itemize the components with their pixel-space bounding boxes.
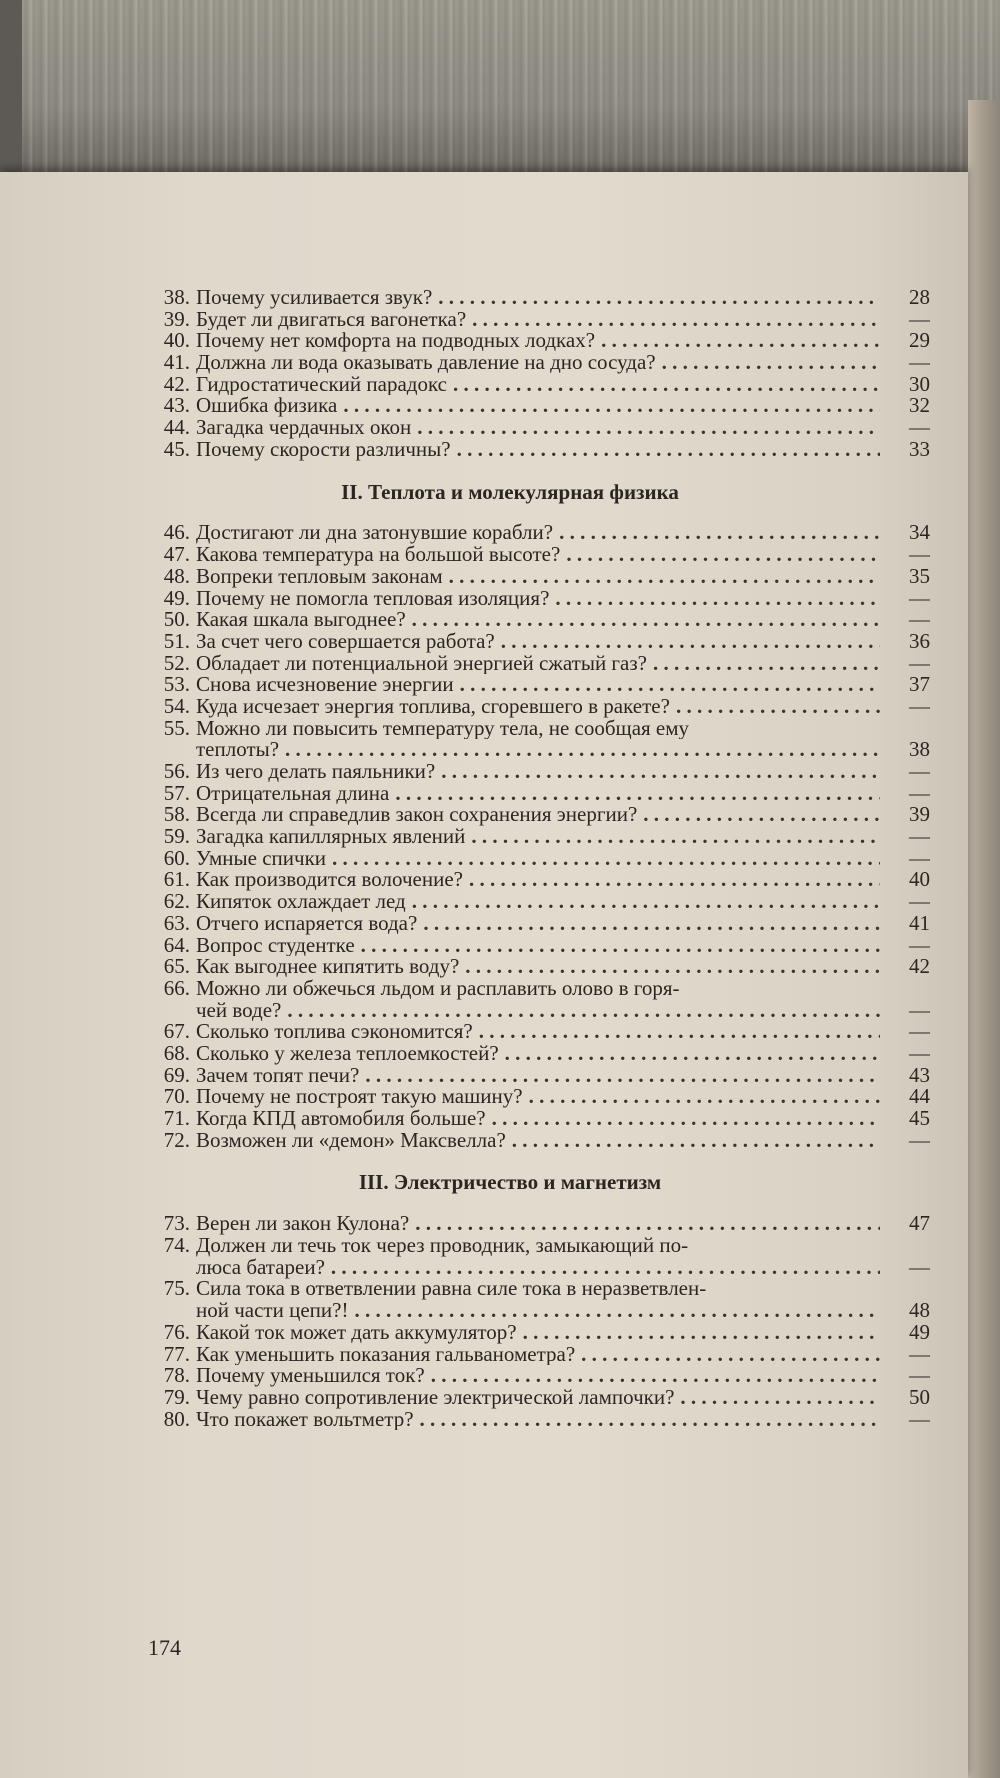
entry-title: Отчего испаряется вода? [196, 912, 418, 935]
entry-title: Какая шкала выгоднее? [196, 609, 406, 631]
entry-title: Чему равно сопротивление электрической лампочки? [196, 1386, 675, 1409]
toc-entry [150, 1235, 930, 1257]
entry-title: Как производится волочение? [196, 869, 463, 892]
entry-page-number: 39 [909, 804, 930, 827]
entry-number: 52. [163, 652, 190, 675]
leader-dots [559, 523, 880, 545]
entry-page-number: — [909, 761, 930, 783]
entry-title: Из чего делать паяльники? [196, 761, 436, 783]
entry-page-number: 34 [909, 522, 930, 545]
entry-page-number: 47 [909, 1213, 930, 1236]
entry-page-number: — [909, 1129, 930, 1152]
entry-number: 73. [163, 1213, 190, 1236]
entry-title: Почему не помогла тепловая изоляция? [196, 587, 550, 610]
entry-number: 55. [163, 717, 190, 740]
toc-entry [150, 761, 930, 783]
entry-number: 65. [163, 956, 190, 978]
entry-number: 58. [163, 804, 190, 827]
entry-page-number: 49 [909, 1321, 930, 1344]
entry-number: 68. [163, 1043, 190, 1065]
entry-number: 64. [163, 934, 190, 957]
toc-entry [150, 935, 930, 957]
entry-title: За счет чего совершается работа? [196, 630, 495, 653]
entry-page-number: 33 [909, 438, 930, 461]
entry-page-number: — [909, 308, 930, 331]
leader-dots [662, 352, 880, 374]
toc-entry [150, 696, 930, 718]
toc-entry [150, 1213, 930, 1235]
toc-entry [150, 718, 930, 740]
entry-page-number: 42 [909, 956, 930, 978]
entry-title: Достигают ли дна затонувшие корабли? [196, 522, 554, 545]
wooden-table-background [0, 0, 1000, 175]
entry-page-number: 37 [909, 674, 930, 696]
leader-dots [555, 588, 880, 610]
toc-entry [150, 1086, 930, 1108]
toc-entry [150, 826, 930, 848]
toc-entry [150, 1387, 930, 1409]
leader-dots [505, 1043, 880, 1065]
entry-title: Вопрос студентке [196, 934, 355, 957]
entry-page-number: 38 [909, 739, 930, 762]
toc-entry [150, 653, 930, 675]
toc-entry [150, 631, 930, 653]
entry-title: Верен ли закон Кулона? [196, 1213, 410, 1236]
entry-title: Сила тока в ответвлении равна силе тока в неразветвлен- [196, 1278, 707, 1301]
leader-dots [501, 631, 880, 653]
leader-dots [479, 1021, 880, 1043]
entry-title: Будет ли двигаться вагонетка? [196, 308, 467, 331]
entry-page-number: 44 [909, 1086, 930, 1109]
entry-title: Сколько у железа теплоемкостей? [196, 1043, 499, 1065]
entry-page-number: 50 [909, 1386, 930, 1409]
entry-page-number: — [909, 891, 930, 913]
entry-title: Почему нет комфорта на подводных лодках? [196, 330, 596, 353]
entry-title: Кипяток охлаждает лед [196, 891, 406, 913]
toc-entry [150, 1257, 930, 1279]
entry-page-number: 43 [909, 1064, 930, 1087]
toc-entry [150, 848, 930, 870]
entry-number: 51. [163, 630, 190, 653]
leader-dots [601, 330, 880, 352]
entry-page-number: — [909, 352, 930, 374]
entry-number: 48. [163, 565, 190, 588]
page-number: 174 [148, 1635, 181, 1660]
entry-number: 56. [163, 761, 190, 783]
table-edge [0, 0, 22, 175]
entry-number: 57. [163, 782, 190, 805]
entry-title: Ошибка физика [196, 395, 338, 418]
leader-dots [471, 826, 880, 848]
entry-title: Почему скорости различны? [196, 438, 451, 461]
entry-title: Что покажет вольтметр? [196, 1408, 414, 1431]
leader-dots [331, 1257, 880, 1279]
entry-title: Какова температура на большой высоте? [196, 544, 561, 566]
entry-page-number: — [909, 826, 930, 848]
entry-page-number: 48 [909, 1300, 930, 1322]
entry-title: Почему не построят такую машину? [196, 1086, 523, 1109]
entry-page-number: 30 [909, 373, 930, 396]
leader-dots [420, 1409, 880, 1431]
toc-entry [150, 1130, 930, 1152]
leader-dots [460, 674, 880, 696]
leader-dots [529, 1086, 880, 1108]
entry-page-number: — [909, 696, 930, 718]
entry-title: Как выгоднее кипятить воду? [196, 956, 460, 978]
leader-dots [453, 374, 880, 396]
entry-page-number: — [909, 609, 930, 631]
section-heading: III. Электричество и магнетизм [358, 1170, 662, 1195]
toc-entry [150, 783, 930, 805]
leader-dots [492, 1108, 880, 1130]
entry-title: Должна ли вода оказывать давление на дно сосуда? [196, 352, 656, 374]
toc-entry [150, 1000, 930, 1022]
toc-entry [150, 1065, 930, 1087]
entry-number: 47. [163, 544, 190, 566]
entry-number: 62. [163, 891, 190, 913]
entry-page-number: 35 [909, 565, 930, 588]
entry-title: Возможен ли «демон» Максвелла? [196, 1129, 506, 1152]
entry-page-number: — [909, 1256, 930, 1279]
entry-title: Снова исчезновение энергии [196, 674, 454, 696]
leader-dots [449, 566, 880, 588]
toc-entry [150, 1300, 930, 1322]
entry-title: Можно ли повысить температуру тела, не сообщая ему [196, 717, 690, 740]
leader-dots [343, 395, 880, 417]
toc-entry [150, 566, 930, 588]
leader-dots [354, 1300, 880, 1322]
toc-entry [150, 1409, 930, 1431]
entry-title: теплоты? [196, 739, 280, 762]
entry-number: 70. [163, 1086, 190, 1109]
leader-dots [332, 848, 880, 870]
entry-title: Какой ток может дать аккумулятор? [196, 1321, 517, 1344]
leader-dots [415, 1213, 880, 1235]
entry-number: 75. [163, 1278, 190, 1301]
toc-entry [150, 739, 930, 761]
entry-page-number: 40 [909, 869, 930, 892]
entry-number: 40. [163, 330, 190, 353]
entry-title: Сколько топлива сэкономится? [196, 1021, 473, 1043]
leader-dots [395, 783, 880, 805]
entry-number: 69. [163, 1064, 190, 1087]
leader-dots [365, 1065, 880, 1087]
entry-number: 44. [163, 417, 190, 439]
entry-page-number: — [909, 652, 930, 675]
entry-title: люса батареи? [196, 1256, 325, 1279]
toc-entry [150, 1322, 930, 1344]
entry-title: чей воде? [196, 999, 282, 1022]
entry-number: 76. [163, 1321, 190, 1344]
entry-title: Умные спички [196, 847, 327, 870]
toc-entry [150, 1021, 930, 1043]
leader-dots [676, 696, 880, 718]
toc-entry [150, 330, 930, 352]
leader-dots [512, 1130, 880, 1152]
leader-dots [469, 870, 880, 892]
entry-title: Загадка чердачных окон [196, 417, 412, 439]
entry-number: 38. [163, 287, 190, 309]
toc-entry [150, 287, 930, 309]
toc-entry [150, 956, 930, 978]
entry-title: Загадка капиллярных явлений [196, 826, 466, 848]
toc-entry [150, 978, 930, 1000]
entry-page-number: 36 [909, 630, 930, 653]
entry-page-number: 45 [909, 1108, 930, 1130]
entry-page-number: 41 [909, 912, 930, 935]
leader-dots [412, 891, 880, 913]
entry-number: 66. [163, 977, 190, 1000]
toc-entry [150, 870, 930, 892]
leader-dots [566, 544, 880, 566]
leader-dots [680, 1387, 880, 1409]
entry-number: 67. [163, 1021, 190, 1043]
toc-entry [150, 804, 930, 826]
toc-entry [150, 1344, 930, 1366]
leader-dots [417, 417, 880, 439]
entry-page-number: — [909, 417, 930, 439]
toc-entry [150, 891, 930, 913]
leader-dots [361, 935, 880, 957]
leader-dots [285, 739, 880, 761]
leader-dots [412, 609, 880, 631]
entry-page-number: — [909, 1021, 930, 1043]
entry-title: Гидростатический парадокс [196, 373, 447, 396]
entry-number: 63. [163, 912, 190, 935]
leader-dots [441, 761, 880, 783]
entry-title: Вопреки тепловым законам [196, 565, 443, 588]
entry-number: 74. [163, 1235, 190, 1257]
entry-number: 43. [163, 395, 190, 418]
toc-entry [150, 523, 930, 545]
entry-title: Всегда ли справедлив закон сохранения энергии? [196, 804, 638, 827]
entry-page-number: — [909, 847, 930, 870]
entry-number: 54. [163, 696, 190, 718]
entry-title: Почему усиливается звук? [196, 287, 433, 309]
leader-dots [643, 804, 880, 826]
entry-title: Должен ли течь ток через проводник, замыкающий по- [196, 1235, 689, 1257]
entry-page-number: — [909, 1043, 930, 1065]
leader-dots [653, 653, 880, 675]
entry-number: 50. [163, 609, 190, 631]
toc-entry [150, 395, 930, 417]
toc-entry [150, 588, 930, 610]
entry-number: 77. [163, 1343, 190, 1366]
toc-entry [150, 309, 930, 331]
entry-title: Когда КПД автомобиля больше? [196, 1108, 486, 1130]
toc-entry [150, 674, 930, 696]
entry-number: 42. [163, 373, 190, 396]
entry-page-number: — [909, 1365, 930, 1387]
leader-dots [581, 1344, 880, 1366]
entry-page-number: 32 [909, 395, 930, 418]
leader-dots [457, 439, 880, 461]
entry-number: 72. [163, 1129, 190, 1152]
entry-page-number: — [909, 782, 930, 805]
entry-number: 59. [163, 826, 190, 848]
entry-title: Почему уменьшился ток? [196, 1365, 425, 1387]
entry-title: Куда исчезает энергия топлива, сгоревшего в ракете? [196, 696, 670, 718]
toc-entry [150, 352, 930, 374]
toc-entry [150, 417, 930, 439]
entry-page-number: — [909, 1408, 930, 1431]
leader-dots [438, 287, 880, 309]
entry-page-number: 29 [909, 330, 930, 353]
entry-number: 39. [163, 308, 190, 331]
entry-title: ной части цепи?! [196, 1300, 349, 1322]
entry-page-number: — [909, 999, 930, 1022]
entry-number: 41. [163, 352, 190, 374]
entry-page-number: — [909, 934, 930, 957]
toc-entry [150, 439, 930, 461]
table-of-contents [150, 287, 930, 1430]
leader-dots [423, 913, 880, 935]
book-page-edge [968, 100, 1000, 1778]
entry-title: Обладает ли потенциальной энергией сжатый газ? [196, 652, 647, 675]
entry-number: 71. [163, 1108, 190, 1130]
entry-page-number: — [909, 587, 930, 610]
entry-number: 53. [163, 674, 190, 696]
entry-title: Можно ли обжечься льдом и расплавить олово в горя- [196, 977, 680, 1000]
entry-page-number: — [909, 544, 930, 566]
entry-title: Зачем топят печи? [196, 1064, 360, 1087]
toc-entry [150, 913, 930, 935]
toc-entry [150, 1043, 930, 1065]
entry-page-number: 28 [909, 287, 930, 309]
toc-entry [150, 544, 930, 566]
entry-number: 61. [163, 869, 190, 892]
leader-dots [431, 1365, 880, 1387]
entry-page-number: — [909, 1343, 930, 1366]
entry-title: Как уменьшить показания гальванометра? [196, 1343, 576, 1366]
entry-number: 78. [163, 1365, 190, 1387]
entry-number: 80. [163, 1408, 190, 1431]
leader-dots [472, 309, 880, 331]
leader-dots [287, 1000, 880, 1022]
toc-entry [150, 1108, 930, 1130]
toc-entry [150, 1279, 930, 1301]
entry-number: 45. [163, 438, 190, 461]
toc-entry [150, 1365, 930, 1387]
entry-title: Отрицательная длина [196, 782, 390, 805]
toc-entry [150, 609, 930, 631]
leader-dots [523, 1322, 880, 1344]
entry-number: 79. [163, 1386, 190, 1409]
leader-dots [465, 956, 880, 978]
entry-number: 49. [163, 587, 190, 610]
entry-number: 60. [163, 847, 190, 870]
entry-number: 46. [163, 522, 190, 545]
section-heading: II. Теплота и молекулярная физика [341, 479, 679, 504]
toc-entry [150, 374, 930, 396]
